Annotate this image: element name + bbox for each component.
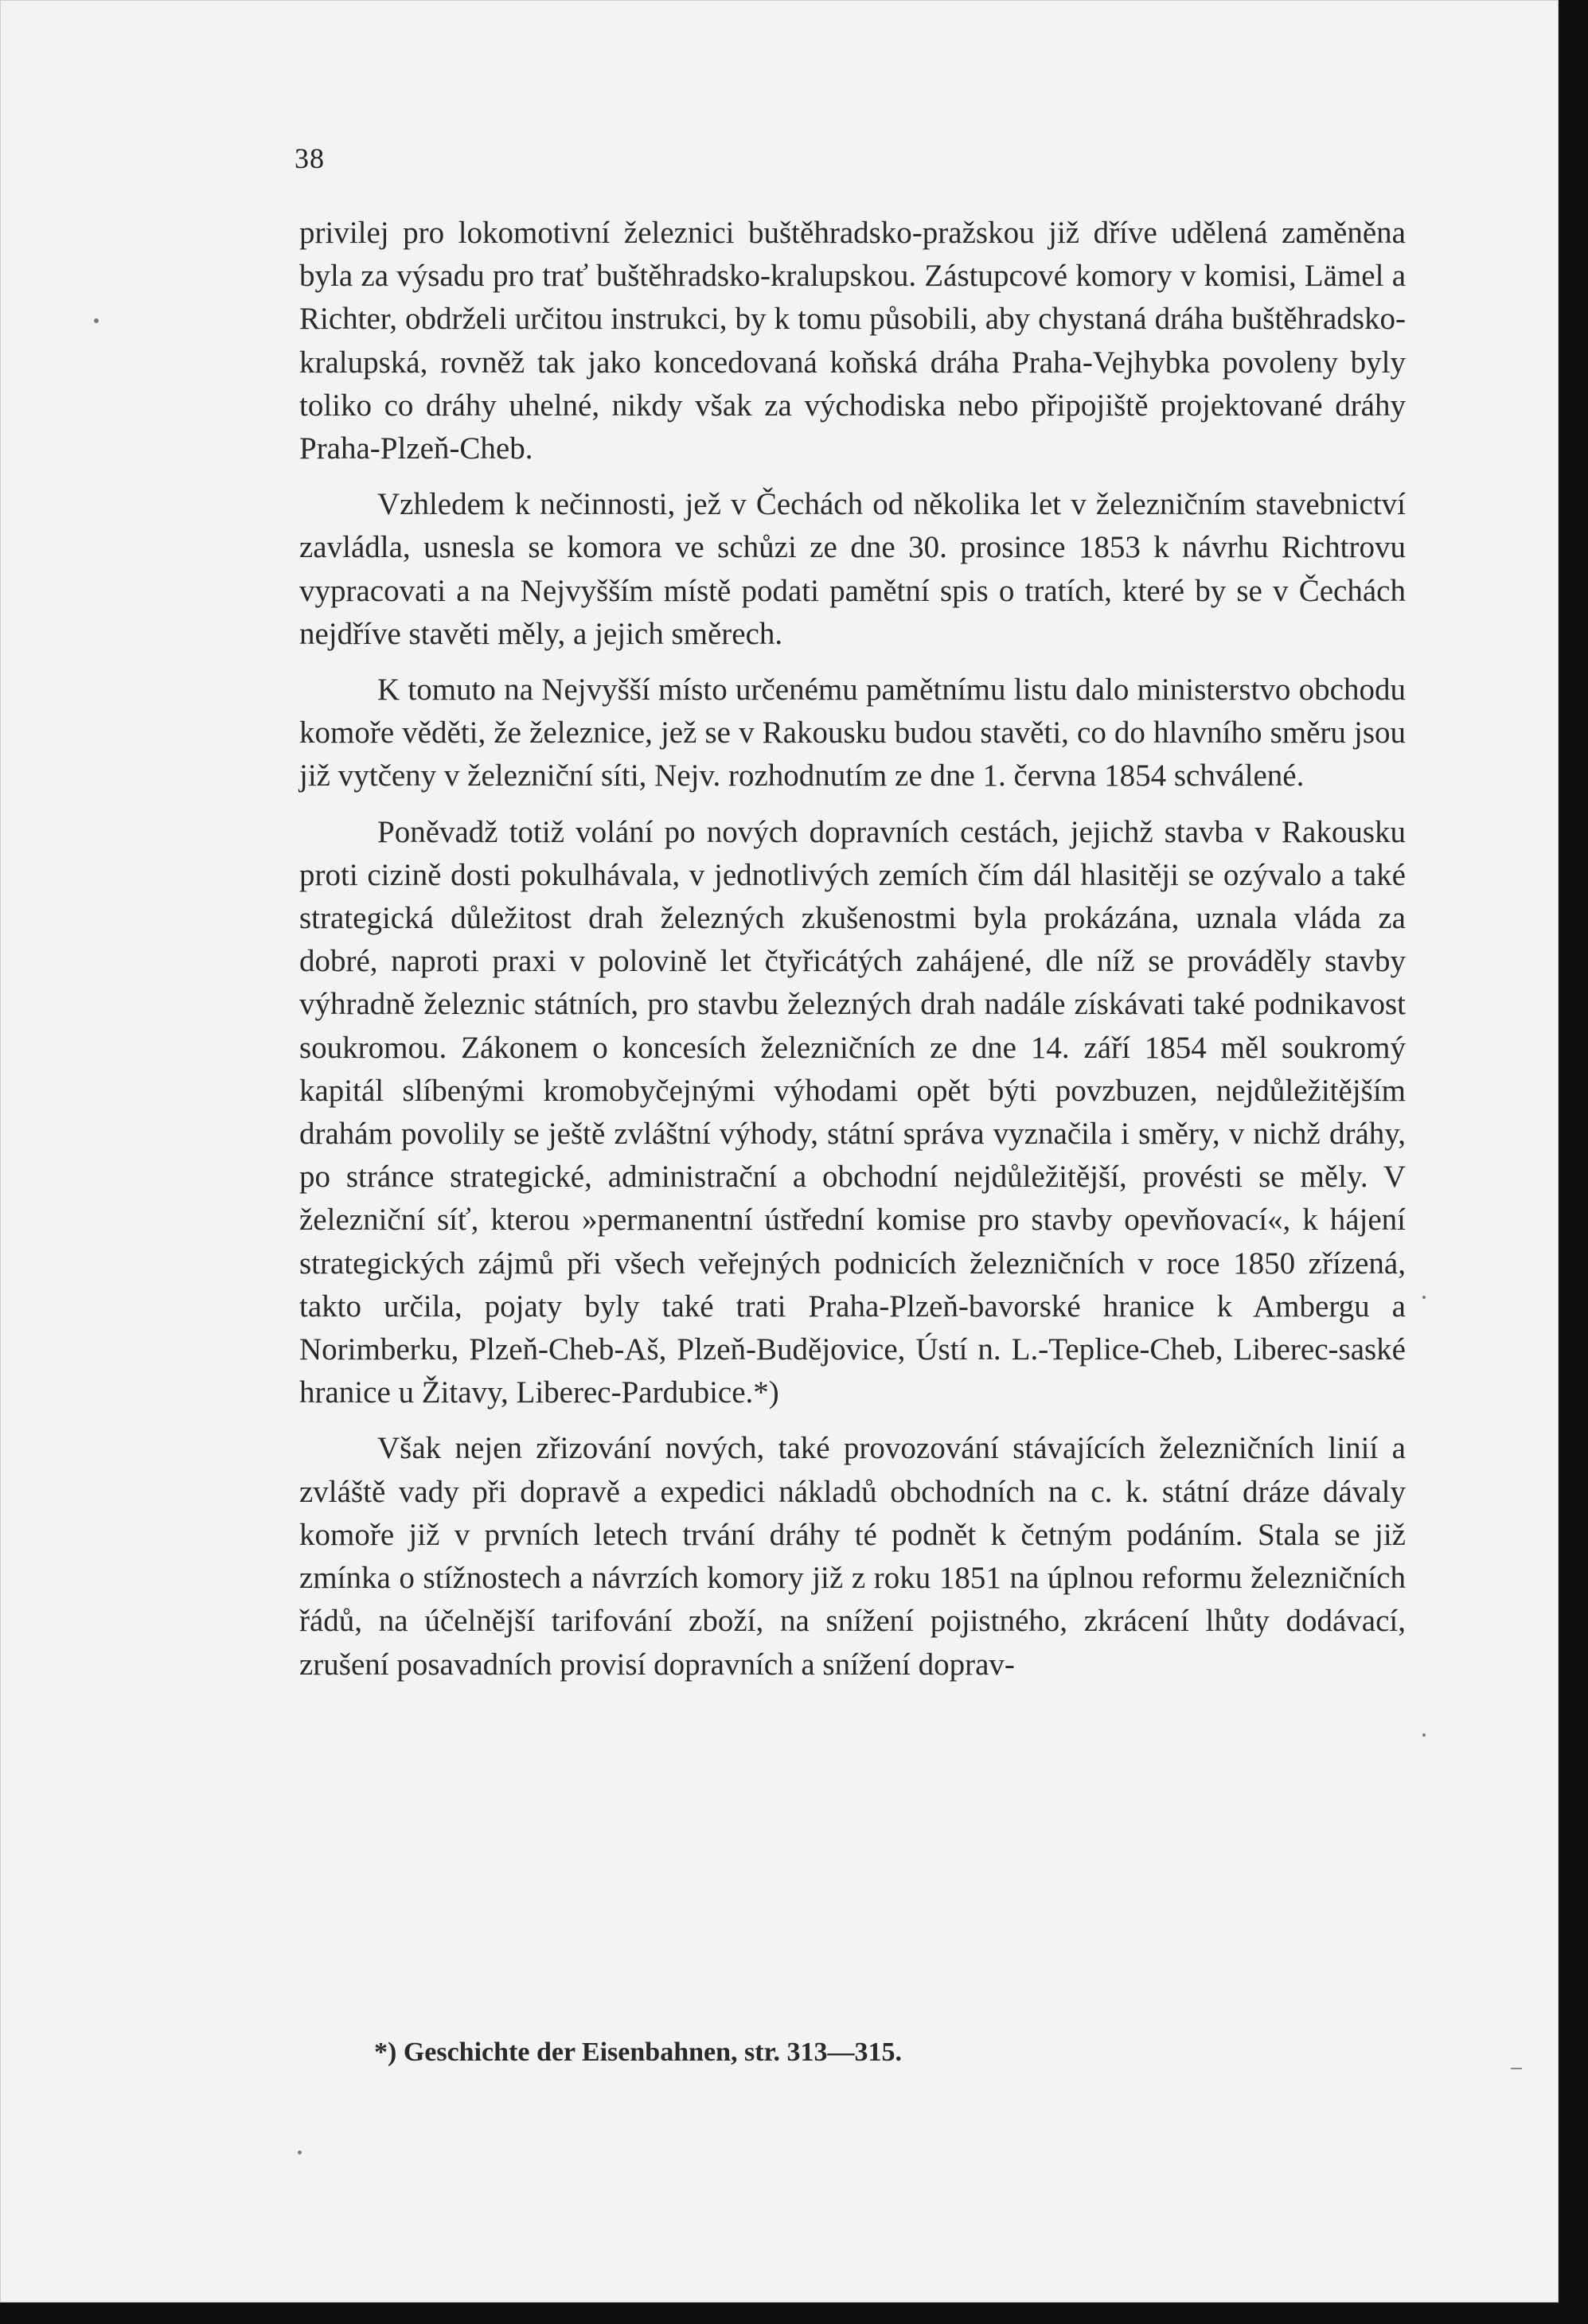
paragraph-1: privilej pro lokomotivní železnici buštěhradsko-pražskou již dříve udělená zaměněna byla za výsadu pro trať buštěhradsko-kralupskou. Zástupcové komory v komisi, Lämel a Richter, obdrželi určitou instrukci, by k tomu působili, aby chystaná dráha buštěhradsko-kralupská, rovněž tak jako koncedovaná koňská dráha Praha-Vejhybka povoleny byly toliko co dráhy uhelné, nikdy však za východiska nebo připojiště projektované dráhy Praha-Plzeň-Cheb. bbox=[299, 216, 1406, 466]
scan-speck bbox=[1422, 1733, 1426, 1737]
scan-speck bbox=[94, 318, 99, 323]
paragraph-4: Poněvadž totiž volání po nových dopravních cestách, jejichž stavba v Rakousku proti cizině dosti pokulhávala, v jednotlivých zemích čím dál hlasitěji se ozývalo a také strategická důležitost drah železných zkušenostmi byla prokázána, uznala vláda za dobré, naproti praxi v polovině let čtyřicátých zahájené, dle níž se prováděly stavby výhradně železnic státních, pro stavbu železných drah nadále získávati také podnikavost soukromou. Zákonem o koncesích železničních ze dne 14. září 1854 měl soukromý kapitál slíbenými kromobyčejnými výhodami opět býti povzbuzen, nejdůležitějším drahám povolily se ještě zvláštní výhody, státní správa vyznačila i směry, v nichž dráhy, po stránce strategické, administrační a obchodní nejdůležitější, provésti se měly. V železniční síť, kterou »permanentní ústřední komise pro stavby opevňovací«, k hájení strategických zájmů při všech veřejných podnicích železničních v roce 1850 zřízená, takto určila, pojaty byly také trati Praha-Plzeň-bavorské hranice k Ambergu a Norimberku, Plzeň-Cheb-Aš, Plzeň-Budějovice, Ústí n. L.-Teplice-Cheb, Liberec-saské hranice u Žitavy, Liberec-Pardubice.*) bbox=[299, 814, 1406, 1410]
paragraph-2: Vzhledem k nečinnosti, jež v Čechách od několika let v železničním stavebnictví zavládla, usnesla se komora ve schůzi ze dne 30. prosince 1853 k návrhu Richtrovu vypracovati a na Nejvyšším místě podati pamětní spis o tratích, které by se v Čechách nejdříve stavěti měly, a jejich směrech. bbox=[299, 487, 1406, 651]
body-text bbox=[299, 212, 1406, 1686]
footnote: *) Geschichte der Eisenbahnen, str. 313—315. bbox=[374, 2037, 903, 2067]
scan-border-right bbox=[1559, 0, 1588, 2324]
page-number: 38 bbox=[295, 142, 325, 174]
scan-mark bbox=[1511, 2068, 1522, 2069]
scan-speck bbox=[298, 2150, 302, 2154]
paragraph-3: K tomuto na Nejvyšší místo určenému pamětnímu listu dalo ministerstvo obchodu komoře věděti, že železnice, jež se v Rakousku budou stavěti, co do hlavního směru jsou již vytčeny v železniční síti, Nejv. rozhodnutím ze dne 1. června 1854 schválené. bbox=[299, 673, 1406, 794]
paragraph-5: Však nejen zřizování nových, také provozování stávajících železničních linií a zvláště vady při dopravě a expedici nákladů obchodních na c. k. státní dráze dávaly komoře již v prvních letech trvání dráhy té podnět k četným podáním. Stala se již zmínka o stížnostech a návrzích komory již z roku 1851 na úplnou reformu železničních řádů, na účelnější tarifování zboží, na snížení pojistného, zkrácení lhůty dodávací, zrušení posavadních provisí dopravních a snížení doprav- bbox=[299, 1431, 1406, 1682]
scan-border-bottom bbox=[0, 2303, 1588, 2324]
scan-speck bbox=[1422, 1296, 1426, 1299]
